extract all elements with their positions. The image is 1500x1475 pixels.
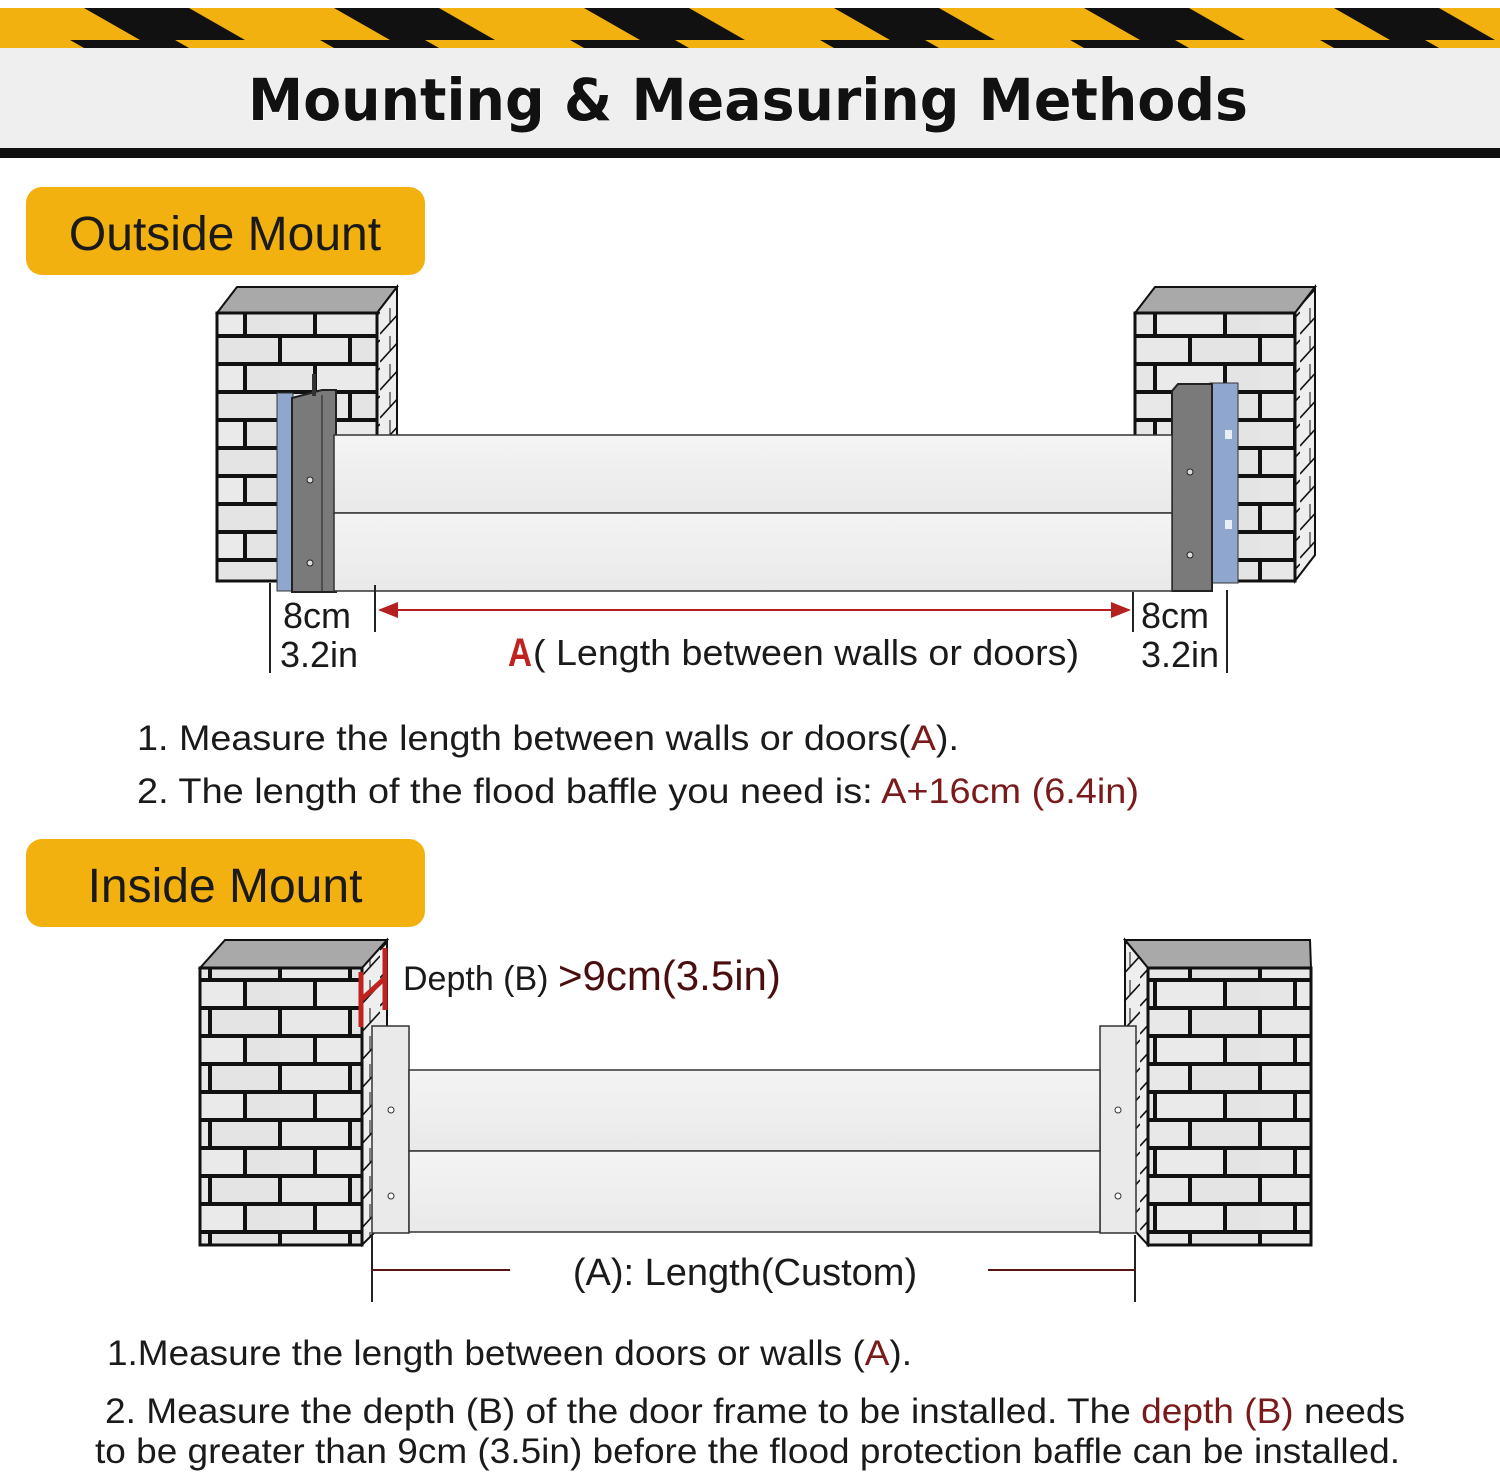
length-a-label: ( Length between walls or doors) (533, 632, 1079, 673)
page-title: Mounting & Measuring Methods (248, 66, 1248, 134)
inside-step-2: 2. Measure the depth (B) of the door frame to be installed. The depth (B) needs (105, 1392, 1399, 1431)
right-gap-cm: 8cm (1141, 595, 1210, 636)
left-gap-cm: 8cm (283, 595, 352, 636)
outside-mount-badge-label: Outside Mount (68, 208, 382, 261)
inside-step-1: 1.Measure the length between doors or walls ( A). (107, 1334, 911, 1373)
title-underline (0, 148, 1500, 158)
inside-step-3: to be greater than 9cm (3.5in) before the flood protection baffle can be installed. (95, 1432, 1400, 1471)
length-custom-label: (A): Length(Custom) (572, 1252, 918, 1294)
flood-baffle-panels (334, 435, 1172, 591)
inside-mount-section (26, 839, 1405, 1471)
header-banner (0, 8, 1500, 158)
right-brick-pillar (1100, 940, 1311, 1245)
depth-b-label: Depth (B) >9cm(3.5in) (403, 952, 781, 999)
right-gap-in: 3.2in (1141, 634, 1220, 675)
inside-mount-badge-label: Inside Mount (87, 860, 363, 913)
mounting-post (1172, 384, 1212, 591)
wall-bracket (277, 393, 293, 591)
flood-baffle-panels (409, 1070, 1100, 1232)
outside-mount-section (26, 187, 1315, 811)
wall-bracket (1210, 383, 1238, 583)
left-brick-pillar (200, 940, 409, 1245)
left-gap-in: 3.2in (280, 634, 359, 675)
mounting-post (292, 390, 336, 592)
outside-step-2: 2. The length of the flood baffle you need is: A+16cm (6.4in) (137, 772, 1120, 811)
outside-step-1: 1. Measure the length between walls or doors( A). (137, 719, 958, 758)
mounting-post (372, 1026, 409, 1233)
caution-stripe (0, 8, 1500, 48)
mounting-post (1100, 1026, 1136, 1233)
length-a-letter: A (508, 631, 532, 675)
